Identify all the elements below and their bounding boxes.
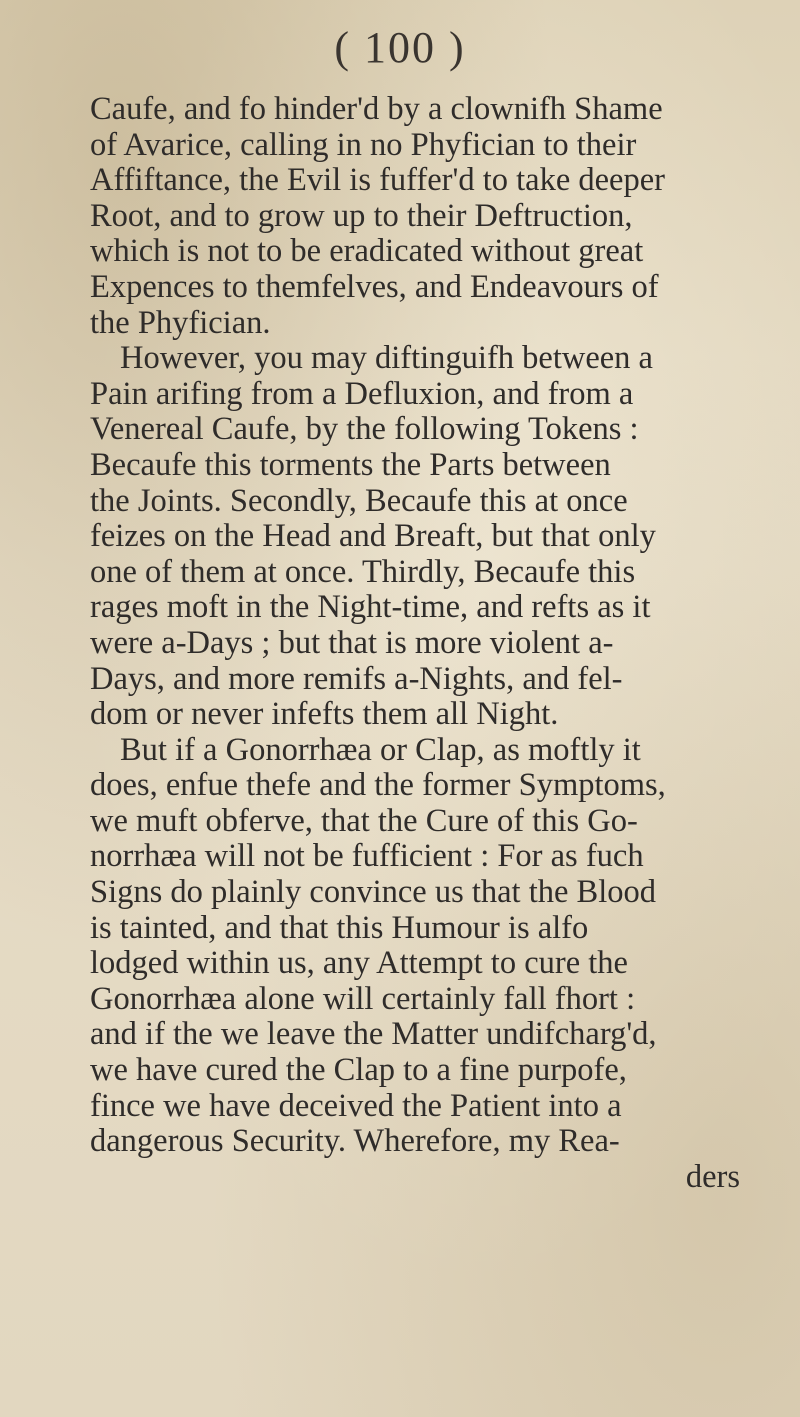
text-line: of Avarice, calling in no Phyfician to their: [90, 126, 637, 163]
text-line: Days, and more remifs a-Nights, and fel-: [90, 660, 623, 697]
text-line: Caufe, and fo hinder'd by a clownifh Shame: [90, 91, 663, 127]
text-line: Root, and to grow up to their Deftruction,: [90, 197, 633, 234]
text-line: Gonorrhæa alone will certainly fall fhort :: [90, 980, 636, 1017]
text-line: one of them at once. Thirdly, Becaufe this: [90, 553, 636, 590]
text-line: were a-Days ; but that is more violent a-: [90, 624, 614, 661]
text-line: rages moft in the Night-time, and refts as it: [90, 589, 651, 626]
text-line: Signs do plainly convince us that the Blood: [90, 874, 656, 911]
text-line: dangerous Security. Wherefore, my Rea-: [90, 1123, 620, 1160]
text-line: which is not to be eradicated without great: [90, 233, 644, 270]
catchword: ders: [685, 1158, 740, 1195]
text-line: we have cured the Clap to a fine purpofe,: [90, 1052, 627, 1089]
text-line: fince we have deceived the Patient into a: [90, 1087, 622, 1124]
text-line: the Joints. Secondly, Becaufe this at once: [90, 482, 628, 519]
text-line: dom or never infefts them all Night.: [90, 696, 559, 733]
text-line: However, you may diftinguifh between a: [120, 340, 653, 377]
text-line: feizes on the Head and Breaft, but that only: [90, 518, 656, 555]
text-line: does, enfue thefe and the former Symptoms,: [90, 767, 666, 804]
text-line: Affiftance, the Evil is fuffer'd to take deeper: [90, 162, 665, 199]
text-line: we muft obferve, that the Cure of this Go-: [90, 802, 638, 839]
text-line: But if a Gonorrhæa or Clap, as moftly it: [120, 731, 641, 768]
text-line: Expences to themfelves, and Endeavours of: [90, 268, 659, 305]
text-line: Becaufe this torments the Parts between: [90, 446, 611, 483]
text-line: is tainted, and that this Humour is alfo: [90, 909, 589, 946]
body-text: [90, 92, 780, 1195]
text-line: norrhæa will not be fufficient : For as fuch: [90, 838, 644, 875]
text-line: the Phyfician.: [90, 304, 271, 341]
page-number: ( 100 ): [334, 23, 466, 72]
text-line: and if the we leave the Matter undifcharg'd,: [90, 1016, 657, 1053]
text-line: lodged within us, any Attempt to cure the: [90, 945, 628, 982]
text-line: Venereal Caufe, by the following Tokens :: [90, 411, 639, 448]
text-line: Pain arifing from a Defluxion, and from a: [90, 375, 634, 412]
